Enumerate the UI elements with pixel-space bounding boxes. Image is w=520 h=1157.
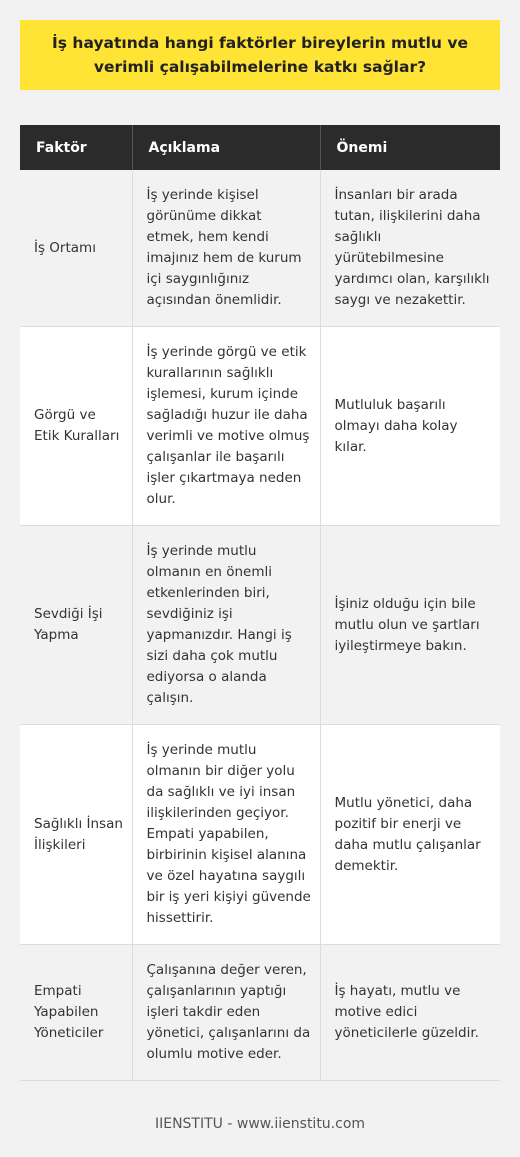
importance-cell: İş hayatı, mutlu ve motive edici yöneticilerle güzeldir.: [320, 945, 500, 1081]
header-description: Açıklama: [132, 125, 320, 170]
page-title: İş hayatında hangi faktörler bireylerin mutlu ve verimli çalışabilmelerine katkı sağlar?: [52, 34, 468, 76]
table-row: [20, 945, 500, 1081]
header-factor: Faktör: [20, 125, 132, 170]
table-row: [20, 327, 500, 526]
table-header-row: [20, 125, 500, 170]
factor-cell: İş Ortamı: [20, 170, 132, 327]
importance-cell: İşiniz olduğu için bile mutlu olun ve şartları iyileştirmeye bakın.: [320, 526, 500, 725]
factor-cell: Görgü ve Etik Kuralları: [20, 327, 132, 526]
header-importance: Önemi: [320, 125, 500, 170]
description-cell: İş yerinde kişisel görünüme dikkat etmek, hem kendi imajınız hem de kurum içi saygınlığınız açısından önemlidir.: [132, 170, 320, 327]
description-cell: İş yerinde görgü ve etik kurallarının sağlıklı işlemesi, kurum içinde sağladığı huzur ile daha verimli ve motive olmuş çalışanlar ile başarılı işler çıkartmaya neden olur.: [132, 327, 320, 526]
description-cell: İş yerinde mutlu olmanın en önemli etkenlerinden biri, sevdiğiniz işi yapmanızdır. Hangi iş sizi daha çok mutlu ediyorsa o alanda çalışın.: [132, 526, 320, 725]
title-banner: [20, 20, 500, 90]
table-row: [20, 725, 500, 945]
factors-table: [20, 125, 500, 1081]
factor-cell: Empati Yapabilen Yöneticiler: [20, 945, 132, 1081]
importance-cell: İnsanları bir arada tutan, ilişkilerini daha sağlıklı yürütebilmesine yardımcı olan, karşılıklı saygı ve nezakettir.: [320, 170, 500, 327]
factor-cell: Sağlıklı İnsan İlişkileri: [20, 725, 132, 945]
description-cell: Çalışanına değer veren, çalışanlarının yaptığı işleri takdir eden yönetici, çalışanlarını da olumlu motive eder.: [132, 945, 320, 1081]
footer-credit: IIENSTITU - www.iienstitu.com: [154, 1116, 366, 1132]
table-row: [20, 170, 500, 327]
importance-cell: Mutlu yönetici, daha pozitif bir enerji ve daha mutlu çalışanlar demektir.: [320, 725, 500, 945]
importance-cell: Mutluluk başarılı olmayı daha kolay kılar.: [320, 327, 500, 526]
table-row: [20, 526, 500, 725]
factor-cell: Sevdiği İşi Yapma: [20, 526, 132, 725]
description-cell: İş yerinde mutlu olmanın bir diğer yolu da sağlıklı ve iyi insan ilişkilerinden geçiyor. Empati yapabilen, birbirinin kişisel alanına ve özel hayatına saygılı bir iş yeri kişiyi güvende hissettirir.: [132, 725, 320, 945]
